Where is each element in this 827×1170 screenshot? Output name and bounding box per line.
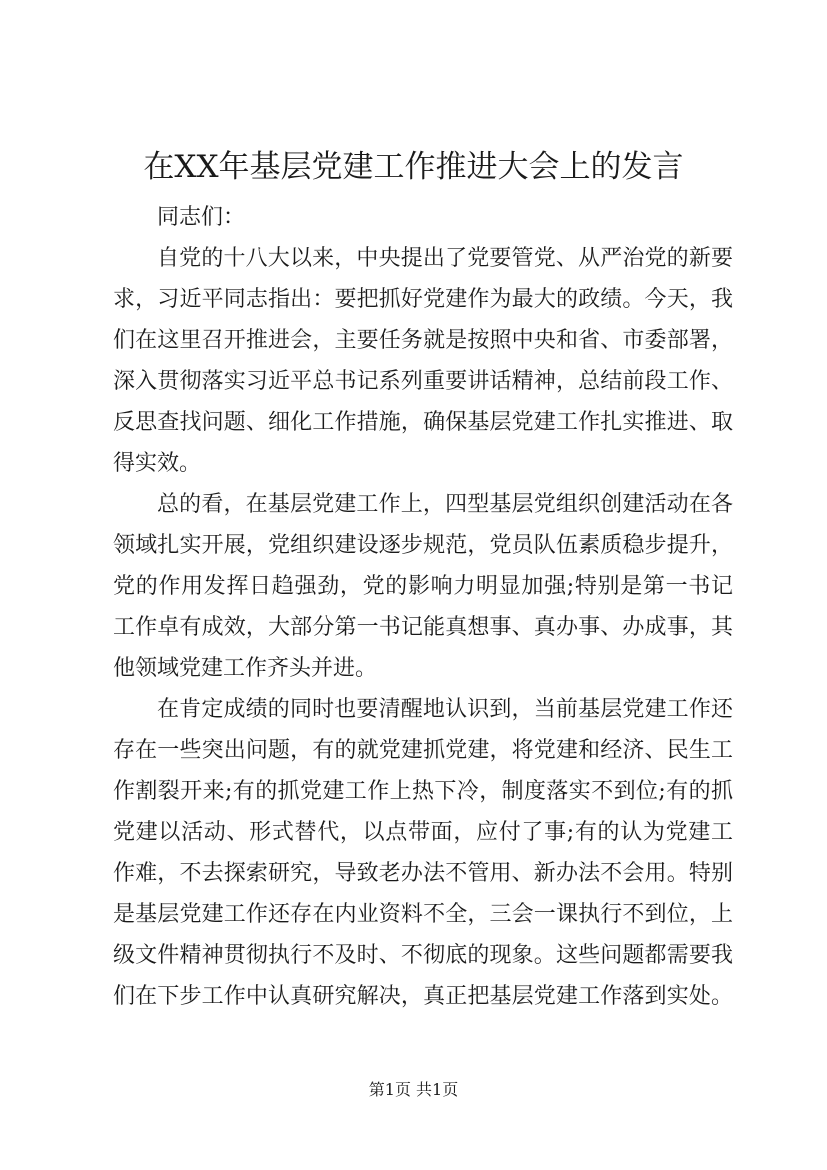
paragraph-line: 党的作用发挥日趋强劲，党的影响力明显加强;特别是第一书记	[113, 574, 733, 599]
paragraph-3	[113, 689, 733, 1017]
page-number: 第1页 共1页	[368, 1080, 459, 1099]
paragraph-line: 们在下步工作中认真研究解决，真正把基层党建工作落到实处。	[113, 984, 733, 1009]
paragraph-line: 作割裂开来;有的抓党建工作上热下冷，制度落实不到位;有的抓	[113, 779, 733, 804]
paragraph-line: 作难，不去探索研究，导致老办法不管用、新办法不会用。特别	[113, 861, 733, 886]
paragraph-line: 领域扎实开展，党组织建设逐步规范，党员队伍素质稳步提升，	[113, 533, 733, 558]
paragraph-1	[113, 238, 733, 484]
paragraph-line: 总的看，在基层党建工作上，四型基层党组织创建活动在各	[157, 492, 733, 517]
paragraph-2	[113, 484, 733, 689]
paragraph-line: 级文件精神贯彻执行不及时、不彻底的现象。这些问题都需要我	[113, 943, 733, 968]
paragraph-line: 是基层党建工作还存在内业资料不全，三会一课执行不到位，上	[113, 902, 733, 927]
document-title: 在XX年基层党建工作推进大会上的发言	[143, 149, 684, 185]
paragraph-line: 反思查找问题、细化工作措施，确保基层党建工作扎实推进、取	[113, 410, 733, 435]
paragraph-line: 存在一些突出问题，有的就党建抓党建，将党建和经济、民生工	[113, 738, 733, 763]
paragraph-line: 他领域党建工作齐头并进。	[113, 656, 378, 681]
document-body	[113, 197, 733, 1017]
paragraph-line: 自党的十八大以来，中央提出了党要管党、从严治党的新要	[157, 246, 733, 271]
paragraph-line: 工作卓有成效，大部分第一书记能真想事、真办事、办成事，其	[113, 615, 733, 640]
greeting-line: 同志们：	[157, 205, 246, 230]
paragraph-line: 求，习近平同志指出：要把抓好党建作为最大的政绩。今天，我	[113, 287, 733, 312]
paragraph-line: 深入贯彻落实习近平总书记系列重要讲话精神，总结前段工作、	[113, 369, 733, 394]
paragraph-line: 党建以活动、形式替代，以点带面，应付了事;有的认为党建工	[113, 820, 733, 845]
paragraph-line: 在肯定成绩的同时也要清醒地认识到，当前基层党建工作还	[157, 697, 733, 722]
paragraph-line: 们在这里召开推进会，主要任务就是按照中央和省、市委部署，	[113, 328, 733, 353]
paragraph-line: 得实效。	[113, 451, 202, 476]
